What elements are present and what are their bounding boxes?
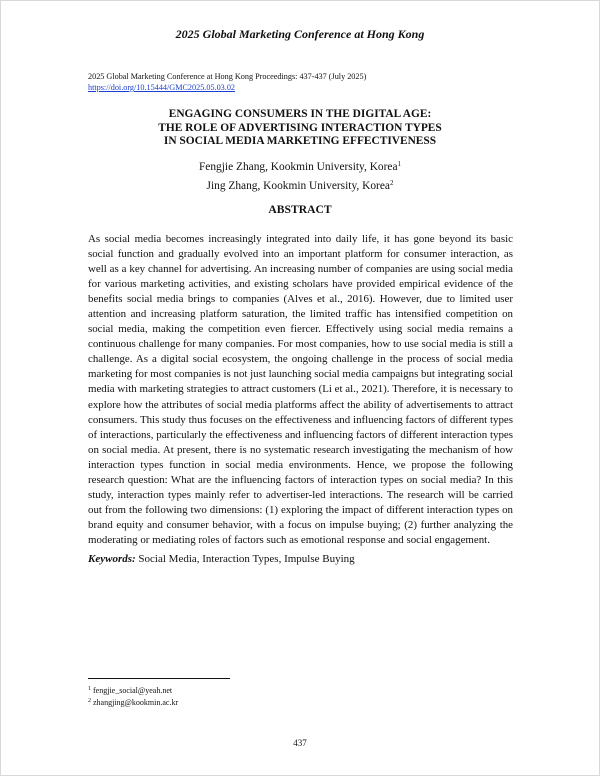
author-2-text: Jing Zhang, Kookmin University, Korea	[206, 180, 390, 192]
footnote-divider	[88, 678, 230, 679]
keywords-label: Keywords:	[88, 553, 136, 565]
author-1-footnote-mark: 1	[397, 160, 402, 168]
keywords-line	[88, 553, 355, 565]
footnote-1-email: fengjie_social@yeah.net	[93, 686, 173, 695]
title-line-3: IN SOCIAL MEDIA MARKETING EFFECTIVENESS	[163, 135, 437, 147]
citation-block	[88, 71, 366, 93]
keywords-text: Social Media, Interaction Types, Impulse Buying	[138, 553, 355, 565]
author-1	[0, 156, 600, 175]
footnote-2	[88, 696, 178, 708]
footnote-2-mark: 2	[88, 698, 91, 704]
doi-link[interactable]: https://doi.org/10.15444/GMC2025.05.03.02	[88, 83, 236, 92]
author-1-text: Fengjie Zhang, Kookmin University, Korea	[198, 161, 398, 173]
abstract-heading: ABSTRACT	[268, 203, 332, 216]
author-2	[0, 175, 600, 194]
footnote-1-mark: 1	[88, 686, 91, 692]
citation-text: 2025 Global Marketing Conference at Hong Kong Proceedings: 437-437 (July 2025)	[88, 72, 367, 81]
footnote-2-email: zhangjing@kookmin.ac.kr	[93, 698, 179, 707]
running-header: 2025 Global Marketing Conference at Hong Kong	[175, 27, 425, 41]
author-list	[0, 156, 600, 194]
page-number: 437	[293, 738, 307, 748]
paper-title	[0, 108, 600, 149]
footnote-1	[88, 684, 178, 696]
title-line-1: ENGAGING CONSUMERS IN THE DIGITAL AGE:	[168, 108, 432, 120]
title-line-2: THE ROLE OF ADVERTISING INTERACTION TYPES	[158, 121, 442, 134]
footnotes	[88, 684, 178, 708]
abstract-body: As social media becomes increasingly integrated into daily life, it has gone beyond its basic social function and gradually evolved into an important platform for consumer interaction, as well as a key channel for advertising. An increasing number of companies are using social media for various marketing activities, and existing scholars have provided empirical evidence of the benefits social media brings to companies (Alves et al., 2016). However, due to limited user attention and increasing platform saturation, the limited traffic has intensified competition on social media, making the competition even fiercer. Effectively using social media remains a continuous challenge for many companies. For most companies, how to use social media is still a challenge. As a digital social ecosystem, the ongoing challenge in the process of social media marketing for most companies is not just launching social media campaigns but integrating social media with marketing strategies to attract customers (Li et al., 2021). Therefore, it is necessary to explore how the attributes of social media platforms affect the ability of advertisements to attract consumers. This study thus focuses on the effectiveness and influencing factors of different types of interactions, particularly the effectiveness and influencing factors of different interaction types on social media. At present, there is no systematic research investigating the mechanism of how interaction types function in social media environments. Hence, we propose the following research question: What are the influencing factors of interaction types on social media? In this study, interaction types mainly refer to advertiser-led interactions. The research will be carried out from the following two dimensions: (1) exploring the impact of different interaction types on brand equity and consumer behavior, with a focus on impulse buying; (2) further analyzing the moderating or mediating roles of factors such as emotional response and social engagement.	[88, 233, 513, 546]
author-2-footnote-mark: 2	[389, 179, 394, 187]
